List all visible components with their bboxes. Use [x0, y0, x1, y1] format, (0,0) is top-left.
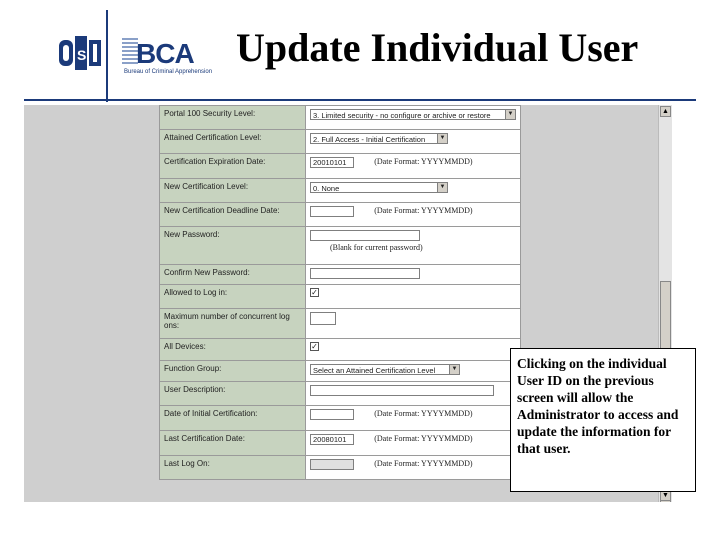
new-certification-level-select[interactable]	[310, 182, 448, 193]
chevron-down-icon[interactable]: ▼	[437, 183, 447, 192]
select-value: Select an Attained Certification Level	[313, 366, 436, 375]
bca-logo-text: BCA	[136, 38, 194, 69]
select-value: 0. None	[313, 184, 340, 193]
form-row	[160, 203, 521, 227]
form-row	[160, 179, 521, 203]
password-hint: (Blank for current password)	[330, 243, 423, 252]
new-certification-deadline-input[interactable]	[310, 206, 354, 217]
select-value: 2. Full Access - Initial Certification	[313, 135, 426, 144]
date-format-hint: (Date Format: YYYYMMDD)	[374, 459, 473, 468]
form-row	[160, 309, 521, 339]
select-value: 3. Limited security - no configure or archive or restore	[313, 111, 491, 120]
field-label: Certification Expiration Date:	[160, 154, 306, 179]
attained-certification-select[interactable]	[310, 133, 448, 144]
date-format-hint: (Date Format: YYYYMMDD)	[374, 206, 473, 215]
header-vertical-rule	[106, 10, 108, 102]
checkmark-icon: ✓	[311, 342, 318, 351]
field-label: Date of Initial Certification:	[160, 406, 306, 431]
form-row	[160, 130, 521, 154]
explanation-callout: Clicking on the individual User ID on the previous screen will allow the Administrator to access and update the information for that user.	[510, 348, 696, 492]
field-label: New Certification Level:	[160, 179, 306, 203]
form-row	[160, 339, 521, 361]
field-label: Attained Certification Level:	[160, 130, 306, 154]
page-title: Update Individual User	[236, 25, 639, 70]
field-label: Allowed to Log in:	[160, 285, 306, 309]
arrow-down-icon[interactable]: ▼	[660, 490, 671, 501]
chevron-down-icon[interactable]: ▼	[449, 365, 459, 374]
form-row	[160, 265, 521, 285]
form-row	[160, 106, 521, 130]
field-label: New Password:	[160, 227, 306, 265]
field-label: Portal 100 Security Level:	[160, 106, 306, 130]
chevron-down-icon[interactable]: ▼	[505, 110, 515, 119]
allowed-login-checkbox[interactable]	[310, 288, 319, 297]
form-row	[160, 406, 521, 431]
field-label: Maximum number of concurrent log ons:	[160, 309, 306, 339]
csi-logo	[58, 34, 104, 74]
new-password-input[interactable]	[310, 230, 420, 241]
confirm-password-input[interactable]	[310, 268, 420, 279]
chevron-down-icon[interactable]: ▼	[437, 134, 447, 143]
user-form-table	[159, 105, 521, 480]
date-format-hint: (Date Format: YYYYMMDD)	[374, 157, 473, 166]
last-certification-date-input[interactable]: 20080101	[310, 434, 354, 445]
field-label: Confirm New Password:	[160, 265, 306, 285]
date-format-hint: (Date Format: YYYYMMDD)	[374, 409, 473, 418]
security-level-select[interactable]	[310, 109, 516, 120]
form-row	[160, 227, 521, 265]
form-row	[160, 154, 521, 179]
form-row	[160, 382, 521, 406]
field-label: All Devices:	[160, 339, 306, 361]
field-label: Last Certification Date:	[160, 431, 306, 456]
field-label: New Certification Deadline Date:	[160, 203, 306, 227]
form-row	[160, 456, 521, 480]
bca-logo	[122, 34, 213, 78]
field-label: Function Group:	[160, 361, 306, 382]
form-row	[160, 285, 521, 309]
bca-logo-subtext: Bureau of Criminal Apprehension	[124, 69, 213, 75]
field-label: Last Log On:	[160, 456, 306, 480]
date-format-hint: (Date Format: YYYYMMDD)	[374, 434, 473, 443]
all-devices-checkbox[interactable]	[310, 342, 319, 351]
function-group-select[interactable]	[310, 364, 460, 375]
header-horizontal-rule	[24, 99, 696, 101]
form-row	[160, 431, 521, 456]
arrow-up-icon[interactable]: ▲	[660, 106, 671, 117]
last-logon-input	[310, 459, 354, 470]
max-logons-input[interactable]	[310, 312, 336, 325]
form-row	[160, 361, 521, 382]
svg-text:S: S	[77, 47, 87, 63]
user-description-input[interactable]	[310, 385, 494, 396]
field-label: User Description:	[160, 382, 306, 406]
certification-expiration-input[interactable]: 20010101	[310, 157, 354, 168]
initial-certification-date-input[interactable]	[310, 409, 354, 420]
checkmark-icon: ✓	[311, 288, 318, 297]
